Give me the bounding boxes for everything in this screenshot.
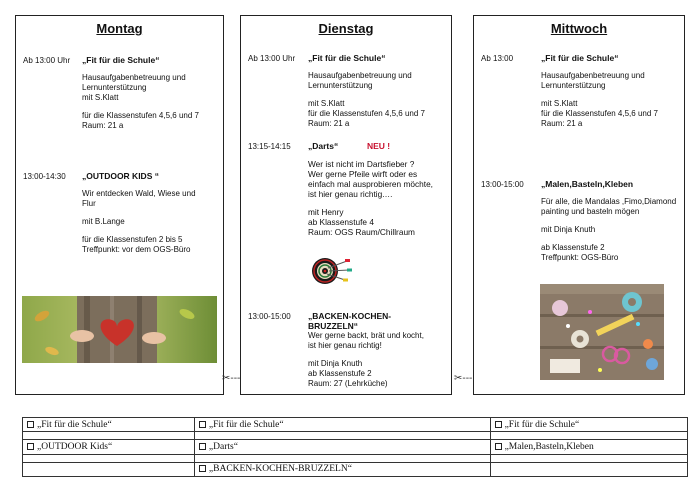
activity-title: „Fit für die Schule“: [82, 55, 160, 65]
activity-title: BRUZZELN“: [308, 321, 359, 331]
activity-text: Treffpunkt: OGS-Büro: [541, 253, 619, 262]
activity-block: [308, 141, 450, 237]
tree-heart-photo: [22, 296, 217, 363]
activity-block: [82, 55, 222, 131]
option-label: „Darts“: [208, 441, 238, 452]
activity-text: Raum: 27 (Lehrküche): [308, 379, 388, 388]
activity-text: ist hier genau richtig.…: [308, 189, 393, 199]
activity-title: „Darts“: [308, 141, 339, 151]
activity-text: mit S.Klatt: [82, 93, 119, 102]
checkbox-option[interactable]: [23, 418, 195, 432]
table-row: [23, 432, 688, 440]
option-label: „Malen,Basteln,Kleben: [504, 441, 594, 452]
activity-block: [541, 179, 683, 263]
time-label: 13:00-15:00: [248, 312, 291, 321]
signup-checklist: [22, 417, 688, 477]
table-row: [23, 418, 688, 432]
activity-title: „Fit für die Schule“: [308, 53, 386, 63]
activity-text: ist hier genau richtig!: [308, 341, 382, 350]
checkbox-icon[interactable]: [27, 421, 34, 428]
checkbox-option[interactable]: [194, 440, 490, 454]
checkbox-icon[interactable]: [199, 443, 206, 450]
day-title-tuesday: Dienstag: [318, 21, 374, 36]
checkbox-icon[interactable]: [495, 421, 502, 428]
activity-text: ab Klassenstufe 4: [308, 217, 374, 227]
time-label: Ab 13:00: [481, 54, 514, 63]
activity-text: Lernunterstützung: [541, 81, 606, 90]
activity-text: Wir entdecken Wald, Wiese und: [82, 189, 196, 198]
activity-text: Raum: 21 a: [541, 119, 583, 128]
checkbox-option[interactable]: [194, 462, 490, 476]
activity-text: mit Dinja Knuth: [541, 225, 596, 234]
scissors-cut-mark: ✂---: [222, 373, 241, 384]
activity-text: Hausaufgabenbetreuung und: [308, 71, 412, 80]
dartboard-icon: [309, 256, 354, 286]
time-label: 13:00-14:30: [23, 172, 66, 181]
new-badge: NEU !: [367, 141, 391, 151]
column-monday: [15, 15, 224, 395]
checkbox-icon[interactable]: [495, 443, 502, 450]
activity-text: Wer gerne backt, brät und kocht,: [308, 331, 424, 340]
day-title-wednesday: Mittwoch: [550, 21, 608, 36]
activity-text: Lernunterstützung: [82, 83, 147, 92]
activity-text: mit S.Klatt: [308, 99, 345, 108]
activity-text: Treffpunkt: vor dem OGS-Büro: [82, 245, 191, 254]
activity-text: einfach mal ausprobieren möchte,: [308, 179, 433, 189]
activity-text: mit Dinja Knuth: [308, 359, 363, 368]
table-row: [23, 440, 688, 454]
activity-block: [308, 311, 450, 389]
checkbox-icon[interactable]: [199, 465, 206, 472]
activity-text: Raum: OGS Raum/Chillraum: [308, 227, 415, 237]
activity-block: [82, 171, 222, 255]
activity-text: ab Klassenstufe 2: [541, 243, 605, 252]
activity-text: Raum: 21 a: [82, 121, 124, 130]
column-wednesday: [473, 15, 685, 395]
activity-block: [541, 53, 681, 129]
activity-block: [308, 53, 448, 129]
scissors-cut-mark: ✂---: [454, 373, 473, 384]
checkbox-option[interactable]: [490, 418, 687, 432]
activity-text: Flur: [82, 199, 96, 208]
time-label: 13:00-15:00: [481, 180, 524, 189]
checkbox-option[interactable]: [490, 440, 687, 454]
table-row: [23, 454, 688, 462]
option-label: „OUTDOOR Kids“: [37, 441, 113, 452]
activity-text: mit S.Klatt: [541, 99, 578, 108]
activity-text: für die Klassenstufen 4,5,6 und 7: [82, 111, 199, 120]
activity-text: Wer gerne Pfeile wirft oder es: [308, 169, 418, 179]
checkbox-icon[interactable]: [27, 443, 34, 450]
activity-title: „Malen,Basteln,Kleben: [541, 179, 634, 189]
activity-title: „BACKEN-KOCHEN-: [308, 311, 392, 321]
day-title-monday: Montag: [96, 21, 143, 36]
activity-text: für die Klassenstufen 2 bis 5: [82, 235, 183, 244]
column-tuesday: [240, 15, 452, 395]
checkbox-option[interactable]: [23, 440, 195, 454]
empty-cell: [490, 462, 687, 476]
activity-text: Lernunterstützung: [308, 81, 373, 90]
checkbox-icon[interactable]: [199, 421, 206, 428]
activity-text: für die Klassenstufen 4,5,6 und 7: [308, 109, 425, 118]
activity-text: Hausaufgabenbetreuung und: [82, 73, 186, 82]
option-label: „Fit für die Schule“: [208, 419, 284, 430]
activity-text: ab Klassenstufe 2: [308, 369, 372, 378]
option-label: „Fit für die Schule“: [504, 419, 580, 430]
activity-text: Wer ist nicht im Dartsfieber ?: [308, 159, 415, 169]
activity-text: mit B.Lange: [82, 217, 125, 226]
time-label: Ab 13:00 Uhr: [248, 54, 296, 63]
activity-title: „Fit für die Schule“: [541, 53, 619, 63]
activity-text: für die Klassenstufen 4,5,6 und 7: [541, 109, 658, 118]
table-row: [23, 462, 688, 476]
time-label: 13:15-14:15: [248, 142, 291, 151]
craft-supplies-photo: [540, 284, 664, 380]
activity-text: Für alle, die Mandalas ,Fimo,Diamond: [541, 197, 677, 206]
activity-text: mit Henry: [308, 207, 344, 217]
checkbox-option[interactable]: [194, 418, 490, 432]
option-label: „BACKEN-KOCHEN-BRUZZELN“: [208, 464, 352, 475]
time-label: Ab 13:00 Uhr: [23, 56, 71, 65]
empty-cell: [23, 462, 195, 476]
activity-title: „OUTDOOR KIDS “: [82, 171, 159, 181]
activity-text: Hausaufgabenbetreuung und: [541, 71, 645, 80]
option-label: „Fit für die Schule“: [37, 419, 112, 430]
activity-text: Raum: 21 a: [308, 119, 350, 128]
activity-text: painting und basteln mögen: [541, 207, 640, 216]
